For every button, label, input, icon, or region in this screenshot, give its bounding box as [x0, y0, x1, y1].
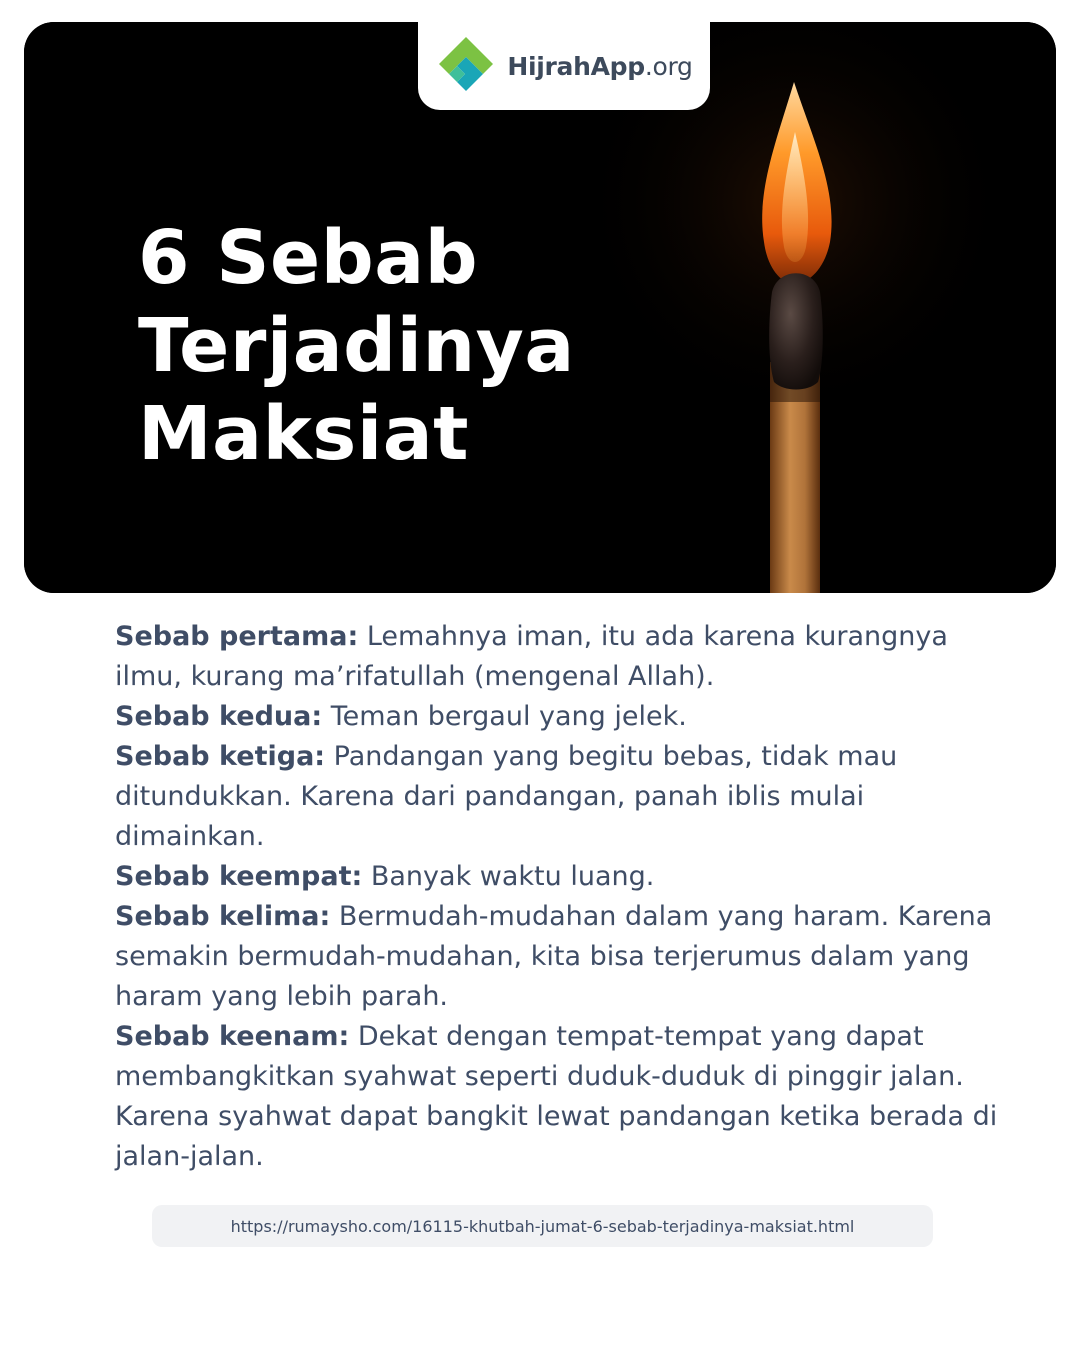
- reason-label: Sebab ketiga:: [115, 741, 326, 772]
- reason-text: Lemahnya iman, itu ada karena kurangnya ilmu, kurang ma’rifatullah (mengenal Allah).: [115, 621, 948, 692]
- title-line: Maksiat: [138, 391, 470, 477]
- reason-text: Banyak waktu luang.: [362, 861, 655, 892]
- reason-item: [115, 697, 1015, 737]
- logo-tab[interactable]: [418, 22, 710, 110]
- reason-item: [115, 617, 1015, 697]
- reason-item: [115, 1017, 1015, 1177]
- logo-name: HijrahApp: [507, 51, 645, 81]
- title-line: 6 Sebab: [138, 215, 479, 301]
- reason-text: Bermudah-mudahan dalam yang haram. Karena semakin bermudah-mudahan, kita bisa terjerumus dalam yang haram yang lebih parah.: [115, 901, 993, 1012]
- hero-banner: [24, 22, 1056, 593]
- reason-item: [115, 897, 1015, 1017]
- reasons-list: [115, 617, 1015, 1177]
- logo-domain: .org: [644, 51, 693, 81]
- reason-label: Sebab keenam:: [115, 1021, 350, 1052]
- title-line: Terjadinya: [138, 303, 575, 389]
- reason-item: [115, 737, 1015, 857]
- reason-label: Sebab kelima:: [115, 901, 331, 932]
- reason-label: Sebab pertama:: [115, 621, 359, 652]
- reason-text: Pandangan yang begitu bebas, tidak mau ditundukkan. Karena dari pandangan, panah iblis mulai dimainkan.: [115, 741, 898, 852]
- logo-wordmark: [507, 52, 692, 81]
- hijrahapp-logo-icon: [435, 35, 497, 97]
- reason-label: Sebab keempat:: [115, 861, 363, 892]
- page-title: [138, 214, 758, 478]
- reason-item: [115, 857, 1015, 897]
- reason-label: Sebab kedua:: [115, 701, 323, 732]
- source-url-link[interactable]: https://rumaysho.com/16115-khutbah-jumat-6-sebab-terjadinya-maksiat.html: [152, 1205, 933, 1247]
- reason-text: Dekat dengan tempat-tempat yang dapat membangkitkan syahwat seperti duduk-duduk di pinggir jalan. Karena syahwat dapat bangkit lewat pandangan ketika berada di jalan-jalan.: [115, 1021, 998, 1172]
- reason-text: Teman bergaul yang jelek.: [322, 701, 687, 732]
